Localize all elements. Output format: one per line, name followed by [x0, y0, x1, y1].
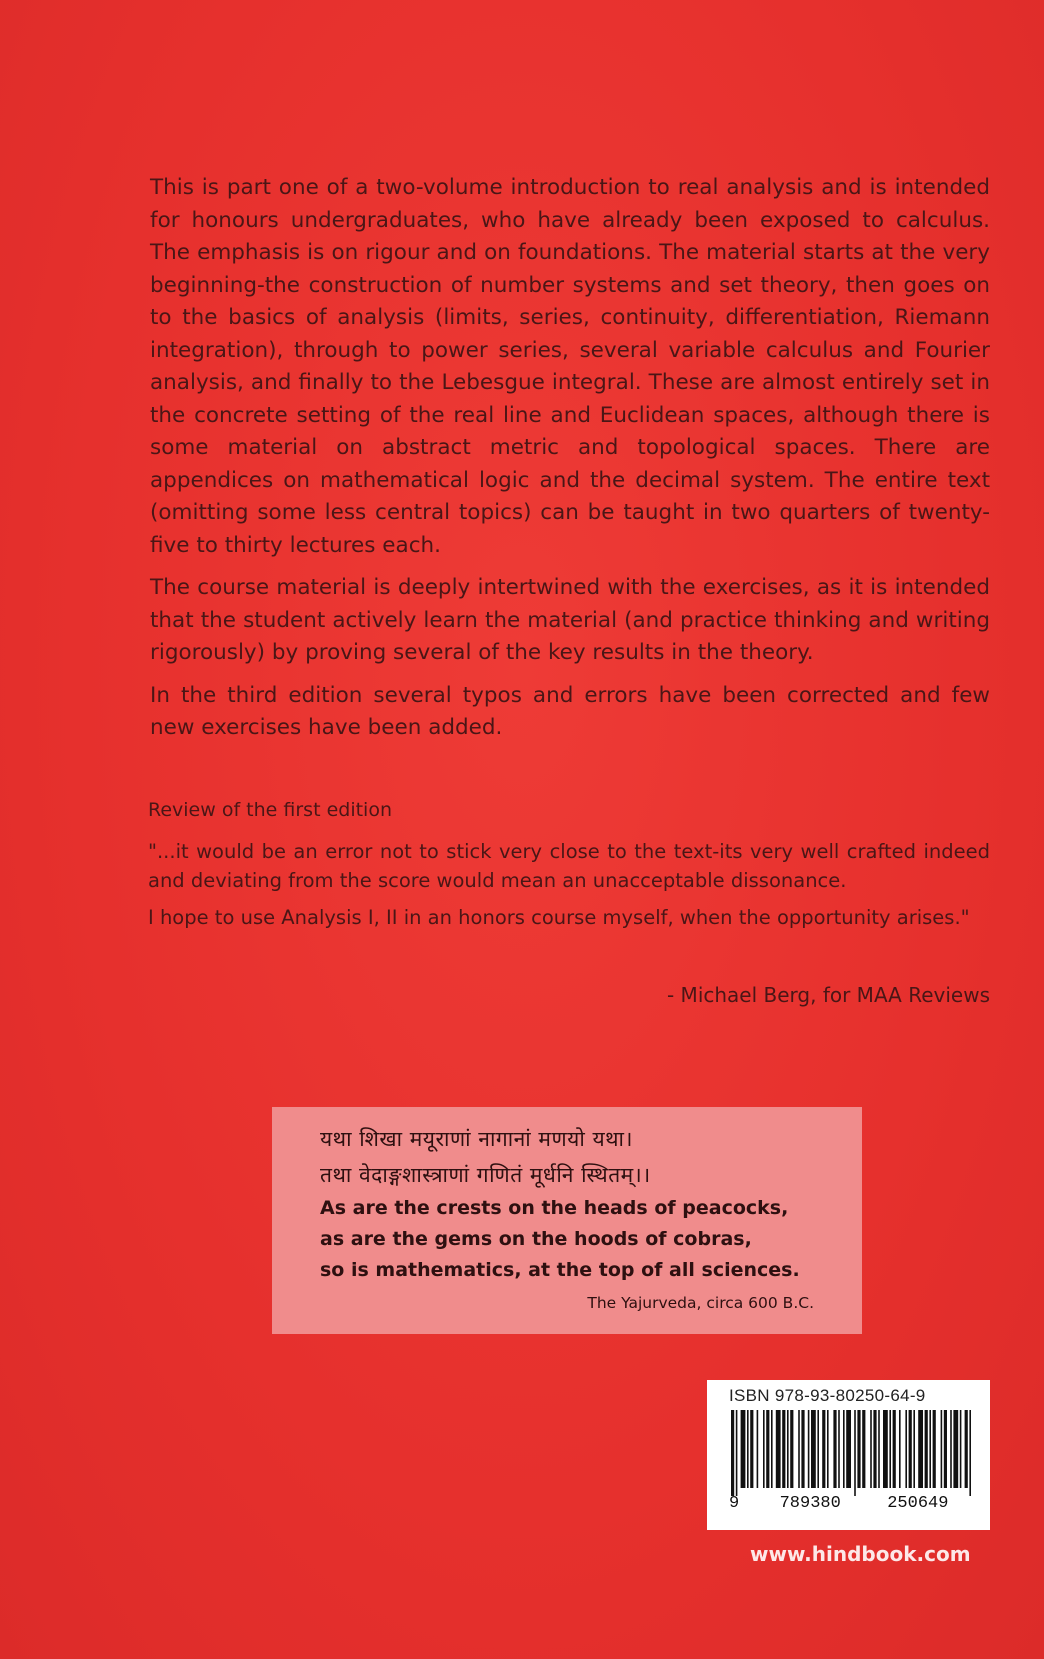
review-attribution: - Michael Berg, for MAA Reviews: [666, 983, 990, 1007]
publisher-website[interactable]: www.hindbook.com: [750, 1542, 971, 1566]
review-paragraph-2: I hope to use Analysis I, II in an honors course myself, when the opportunity arises.": [148, 906, 970, 929]
review-paragraph-1: "...it would be an error not to stick very close to the text-its very well crafted indeed and deviating from the score would mean an unacceptable dissonance.: [148, 840, 990, 892]
english-line-3: so is mathematics, at the top of all sciences.: [320, 1259, 800, 1281]
barcode-digits-right: 250649: [887, 1494, 949, 1513]
english-line-2: as are the gems on the hoods of cobras,: [320, 1228, 752, 1250]
epigraph-source: The Yajurveda, circa 600 B.C.: [587, 1294, 814, 1312]
review-heading: Review of the first edition: [148, 799, 392, 821]
sanskrit-line-1: यथा शिखा मयूराणां नागानां मणयो यथा।: [320, 1127, 633, 1151]
description-paragraph-3: In the third edition several typos and errors have been corrected and few new exercises have been added.: [150, 682, 990, 740]
description-paragraph-1: This is part one of a two-volume introduction to real analysis and is intended for honours undergraduates, who have already been exposed to calculus. The emphasis is on rigour and on foundations. The material starts at the very beginning-the construction of number systems and set theory, then goes on to the basics of analysis (limits, series, continuity, differentiation, Riemann integration), through to power series, several variable calculus and Fourier analysis, and finally to the Lebesgue integral. These are almost entirely set in the concrete setting of the real line and Euclidean spaces, although there is some material on abstract metric and topological spaces. There are appendices on mathematical logic and the decimal system. The entire text (omitting some less central topics) can be taught in two quarters of twenty-five to thirty lectures each.: [150, 175, 990, 558]
barcode-icon: [729, 1410, 975, 1496]
barcode-digits: [729, 1494, 976, 1513]
barcode-digit-first: 9: [729, 1494, 740, 1513]
epigraph-box: [272, 1107, 862, 1334]
barcode-label: [707, 1380, 990, 1530]
book-description: [150, 172, 990, 755]
review-quote: [148, 837, 990, 940]
description-paragraph-2: The course material is deeply intertwined with the exercises, as it is intended that the student actively learn the material (and practice thinking and writing rigorously) by proving several of the key results in the theory.: [150, 575, 990, 665]
isbn-text: ISBN 978-93-80250-64-9: [729, 1386, 926, 1405]
sanskrit-line-2: तथा वेदाङ्गशास्त्राणां गणितं मूर्धनि स्थितम्।।: [320, 1163, 651, 1187]
barcode-digits-left: 789380: [779, 1494, 841, 1513]
english-line-1: As are the crests on the heads of peacocks,: [320, 1197, 789, 1219]
